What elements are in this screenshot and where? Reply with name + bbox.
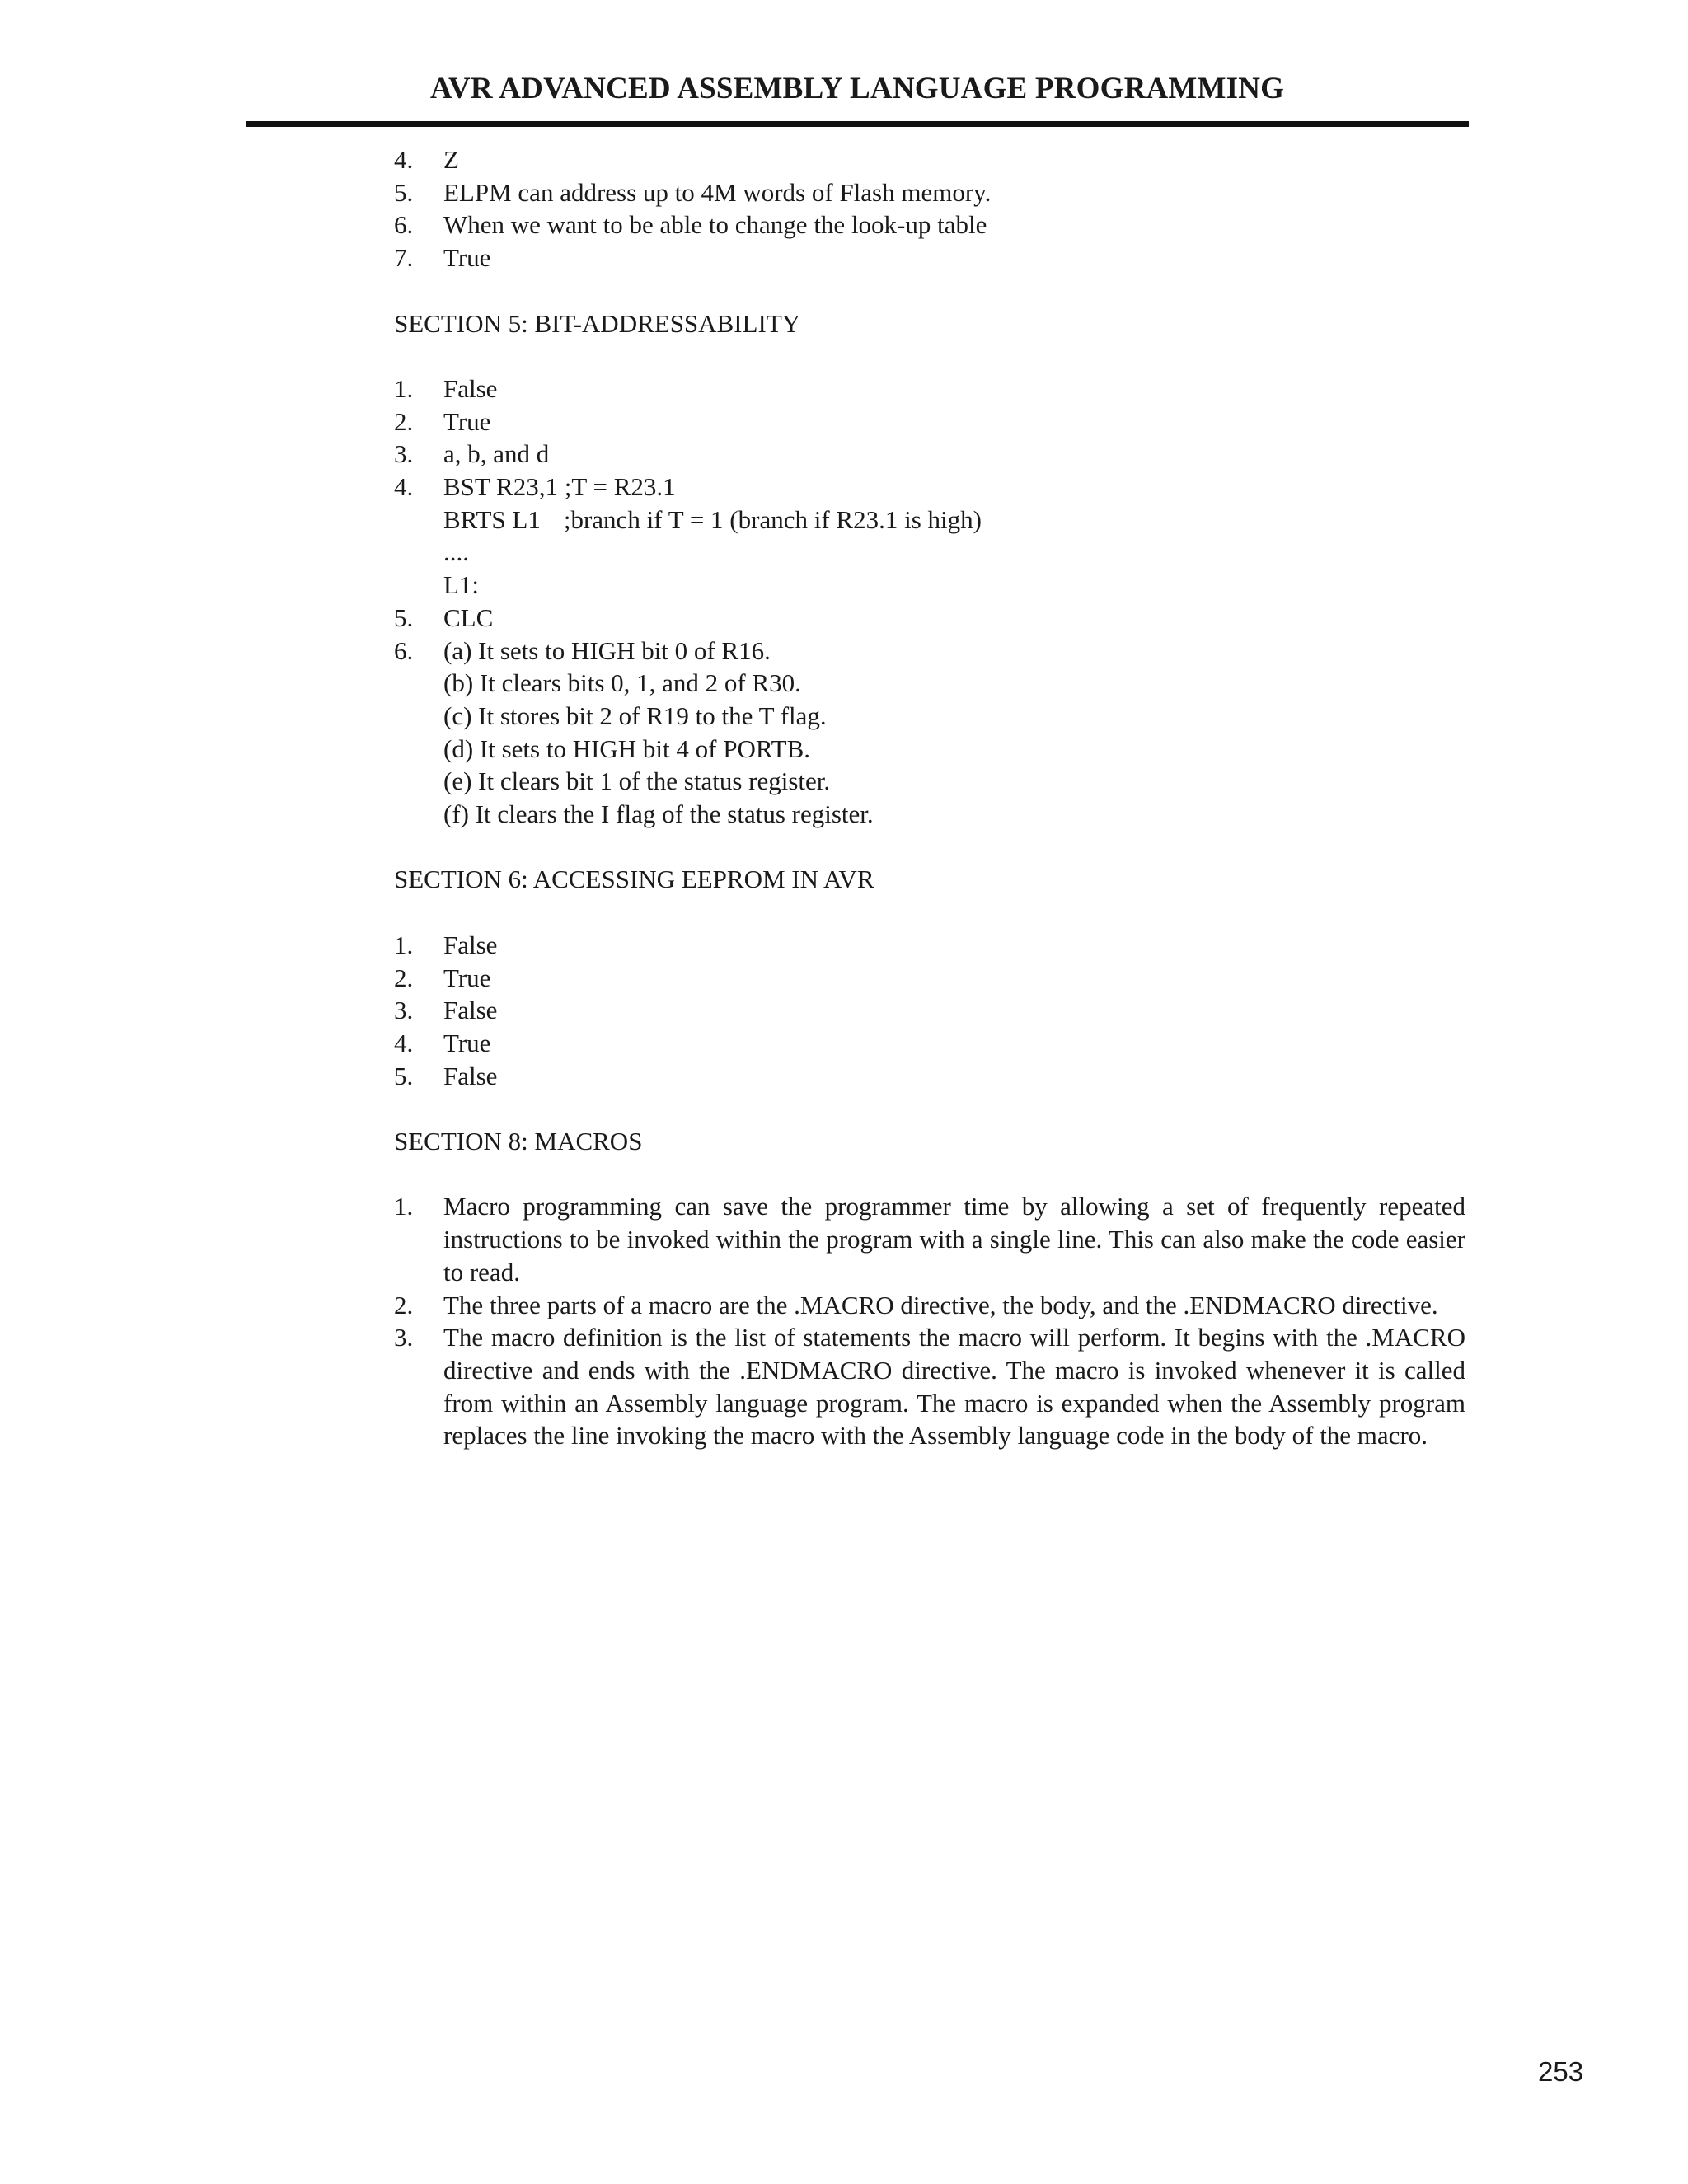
list-item: [394, 1060, 1465, 1093]
item-number: 1.: [394, 930, 414, 959]
list-item: [394, 994, 1465, 1027]
code-line: L1:: [443, 570, 480, 600]
list-item: [394, 1321, 1465, 1452]
code-line: BST R23,1 ;T = R23.1: [443, 472, 676, 501]
list-item: [394, 1289, 1465, 1322]
item-text: a, b, and d: [443, 439, 550, 469]
code-line: ....: [443, 537, 469, 567]
list-item: [394, 471, 1465, 602]
item-number: 3.: [394, 996, 414, 1025]
item-text: Z: [443, 145, 459, 174]
item-text: False: [443, 996, 498, 1025]
item-number: 5.: [394, 1061, 414, 1090]
item-text: False: [443, 373, 498, 403]
list-item: [394, 962, 1465, 995]
section-6-heading: SECTION 6: ACCESSING EEPROM IN AVR: [394, 865, 874, 894]
list-item: [394, 143, 1465, 176]
list-item: [394, 929, 1465, 962]
item-number: 2.: [394, 1290, 414, 1319]
list-item: [394, 241, 1465, 274]
list-item: [394, 373, 1465, 405]
list-item: [394, 602, 1465, 635]
sub-answer: (c) It stores bit 2 of R19 to the T flag.: [443, 701, 827, 730]
code-answer: [443, 471, 1465, 602]
running-head-title: AVR ADVANCED ASSEMBLY LANGUAGE PROGRAMMING: [429, 72, 1285, 105]
item-number: 4.: [394, 1028, 414, 1057]
item-number: 6.: [394, 210, 414, 240]
item-number: 5.: [394, 177, 414, 207]
list-item: [394, 1190, 1465, 1288]
item-number: 2.: [394, 406, 414, 436]
item-number: 1.: [394, 1192, 414, 1221]
list-item: [394, 438, 1465, 471]
sub-answers: [443, 635, 1465, 831]
paragraph-answer: The macro definition is the list of statements the macro will perform. It begins with the .MACRO directive and ends with the .ENDMACRO directive. The macro is invoked whenever it is called from within an Assembly language program. The macro is expanded when the Assembly program replaces the line invoking the macro with the Assembly language code in the body of the macro.: [443, 1323, 1465, 1451]
sub-answer: (a) It sets to HIGH bit 0 of R16.: [443, 635, 771, 665]
list-item: [394, 1027, 1465, 1060]
section-8-heading: SECTION 8: MACROS: [394, 1127, 643, 1156]
code-instruction: BRTS L1: [443, 504, 541, 534]
list-item: [394, 405, 1465, 438]
code-comment: ;branch if T = 1 (branch if R23.1 is high): [563, 504, 982, 534]
item-text: True: [443, 243, 491, 273]
item-text: False: [443, 930, 498, 959]
sub-answer: (b) It clears bits 0, 1, and 2 of R30.: [443, 668, 801, 698]
item-text: True: [443, 1028, 491, 1057]
item-number: 4.: [394, 145, 414, 174]
item-text: True: [443, 406, 491, 436]
item-number: 3.: [394, 439, 414, 469]
answer-content: [394, 143, 1465, 1452]
item-text: True: [443, 963, 491, 992]
item-text: When we want to be able to change the look-up table: [443, 210, 987, 240]
item-number: 2.: [394, 963, 414, 992]
page-number: 253: [1538, 2056, 1584, 2087]
item-number: 3.: [394, 1323, 414, 1352]
header-rule: [246, 121, 1469, 127]
code-line: [443, 504, 1465, 537]
item-number: 7.: [394, 243, 414, 273]
item-text: CLC: [443, 602, 494, 632]
list-item: [394, 209, 1465, 241]
item-number: 5.: [394, 602, 414, 632]
sub-answer: (f) It clears the I flag of the status register.: [443, 799, 874, 829]
list-item: [394, 635, 1465, 831]
sub-answer: (d) It sets to HIGH bit 4 of PORTB.: [443, 733, 811, 763]
item-number: 4.: [394, 472, 414, 501]
item-text: False: [443, 1061, 498, 1090]
sub-answer: (e) It clears bit 1 of the status register.: [443, 766, 831, 796]
item-number: 6.: [394, 635, 414, 665]
item-text: ELPM can address up to 4M words of Flash memory.: [443, 177, 992, 207]
section-5-heading: SECTION 5: BIT-ADDRESSABILITY: [394, 308, 801, 338]
paragraph-answer: The three parts of a macro are the .MACRO directive, the body, and the .ENDMACRO directive.: [443, 1290, 1438, 1319]
paragraph-answer: Macro programming can save the programmer time by allowing a set of frequently repeated instructions to be invoked within the program with a single line. This can also make the code easier to read.: [443, 1192, 1465, 1286]
item-number: 1.: [394, 373, 414, 403]
list-item: [394, 176, 1465, 209]
